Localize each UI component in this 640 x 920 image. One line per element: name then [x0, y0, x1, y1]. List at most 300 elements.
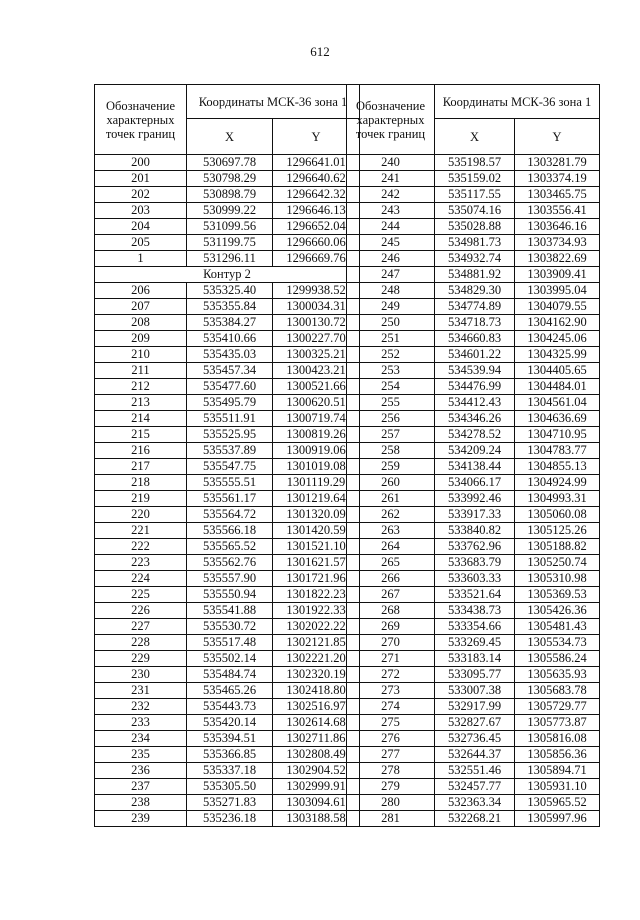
- x-coordinate: 534932.74: [435, 251, 515, 267]
- point-number: 274: [347, 699, 435, 715]
- point-number: 205: [95, 235, 187, 251]
- point-number: 271: [347, 651, 435, 667]
- x-coordinate: 535550.94: [187, 587, 273, 603]
- y-header: Y: [273, 119, 360, 155]
- x-coordinate: 535511.91: [187, 411, 273, 427]
- table-row: [95, 155, 360, 171]
- table-row: [95, 395, 360, 411]
- point-number: 263: [347, 523, 435, 539]
- table-row: [347, 539, 600, 555]
- y-coordinate: 1304924.99: [515, 475, 600, 491]
- x-coordinate: 535555.51: [187, 475, 273, 491]
- table-row: [347, 283, 600, 299]
- point-number: 213: [95, 395, 187, 411]
- x-coordinate: 532644.37: [435, 747, 515, 763]
- point-number: 248: [347, 283, 435, 299]
- x-coordinate: 535074.16: [435, 203, 515, 219]
- table-row: [347, 155, 600, 171]
- point-number: 267: [347, 587, 435, 603]
- y-coordinate: 1304636.69: [515, 411, 600, 427]
- y-coordinate: 1305586.24: [515, 651, 600, 667]
- x-coordinate: 535541.88: [187, 603, 273, 619]
- point-number: 228: [95, 635, 187, 651]
- y-coordinate: 1301521.10: [273, 539, 360, 555]
- point-number: 204: [95, 219, 187, 235]
- y-coordinate: 1296642.32: [273, 187, 360, 203]
- x-coordinate: 533521.64: [435, 587, 515, 603]
- contour-label: Контур 2: [95, 267, 360, 283]
- y-coordinate: 1305773.87: [515, 715, 600, 731]
- table-row: [347, 427, 600, 443]
- point-number: 254: [347, 379, 435, 395]
- point-number: 202: [95, 187, 187, 203]
- x-coordinate: 533438.73: [435, 603, 515, 619]
- x-coordinate: 534066.17: [435, 475, 515, 491]
- table-row: [347, 251, 600, 267]
- point-number: 225: [95, 587, 187, 603]
- x-coordinate: 534412.43: [435, 395, 515, 411]
- x-coordinate: 535547.75: [187, 459, 273, 475]
- y-coordinate: 1303281.79: [515, 155, 600, 171]
- point-number: 247: [347, 267, 435, 283]
- point-number: 262: [347, 507, 435, 523]
- table-row: [95, 331, 360, 347]
- y-coordinate: 1296641.01: [273, 155, 360, 171]
- y-coordinate: 1303909.41: [515, 267, 600, 283]
- table-row: [347, 235, 600, 251]
- y-coordinate: 1301119.29: [273, 475, 360, 491]
- x-coordinate: 533269.45: [435, 635, 515, 651]
- point-number: 265: [347, 555, 435, 571]
- y-coordinate: 1303995.04: [515, 283, 600, 299]
- table-row: [95, 443, 360, 459]
- point-number: 253: [347, 363, 435, 379]
- table-row: [95, 587, 360, 603]
- table-row: [347, 811, 600, 827]
- x-coordinate: 534981.73: [435, 235, 515, 251]
- y-coordinate: 1304561.04: [515, 395, 600, 411]
- point-number: 249: [347, 299, 435, 315]
- x-coordinate: 534774.89: [435, 299, 515, 315]
- x-coordinate: 534881.92: [435, 267, 515, 283]
- table-row: [95, 763, 360, 779]
- y-coordinate: 1300034.31: [273, 299, 360, 315]
- y-coordinate: 1301922.33: [273, 603, 360, 619]
- point-number: 238: [95, 795, 187, 811]
- y-coordinate: 1301019.08: [273, 459, 360, 475]
- y-coordinate: 1300719.74: [273, 411, 360, 427]
- point-number: 218: [95, 475, 187, 491]
- table-body-right: [347, 155, 600, 827]
- table-row: [347, 411, 600, 427]
- y-coordinate: 1296652.04: [273, 219, 360, 235]
- point-number: 215: [95, 427, 187, 443]
- y-coordinate: 1296646.13: [273, 203, 360, 219]
- point-number: 236: [95, 763, 187, 779]
- table-row: [347, 715, 600, 731]
- x-coordinate: 534346.26: [435, 411, 515, 427]
- x-coordinate: 533095.77: [435, 667, 515, 683]
- y-coordinate: 1305369.53: [515, 587, 600, 603]
- table-row: [95, 235, 360, 251]
- y-coordinate: 1302614.68: [273, 715, 360, 731]
- x-coordinate: 535517.48: [187, 635, 273, 651]
- y-coordinate: 1301219.64: [273, 491, 360, 507]
- point-number: 250: [347, 315, 435, 331]
- y-coordinate: 1296669.76: [273, 251, 360, 267]
- point-number: 251: [347, 331, 435, 347]
- point-number: 258: [347, 443, 435, 459]
- x-coordinate: 532457.77: [435, 779, 515, 795]
- table-row: [95, 651, 360, 667]
- table-row: [95, 459, 360, 475]
- point-number: 277: [347, 747, 435, 763]
- y-coordinate: 1301320.09: [273, 507, 360, 523]
- table-row: [95, 795, 360, 811]
- x-coordinate: 535566.18: [187, 523, 273, 539]
- y-coordinate: 1302904.52: [273, 763, 360, 779]
- coordinates-table-left: [94, 84, 360, 827]
- point-number: 237: [95, 779, 187, 795]
- y-coordinate: 1302711.86: [273, 731, 360, 747]
- table-row: [347, 507, 600, 523]
- x-coordinate: 532917.99: [435, 699, 515, 715]
- table-row: [95, 619, 360, 635]
- point-number: 270: [347, 635, 435, 651]
- point-number: 245: [347, 235, 435, 251]
- y-coordinate: 1304484.01: [515, 379, 600, 395]
- x-coordinate: 535366.85: [187, 747, 273, 763]
- x-coordinate: 532551.46: [435, 763, 515, 779]
- x-coordinate: 535198.57: [435, 155, 515, 171]
- x-coordinate: 535562.76: [187, 555, 273, 571]
- table-row: [95, 715, 360, 731]
- y-coordinate: 1300819.26: [273, 427, 360, 443]
- point-number: 260: [347, 475, 435, 491]
- y-coordinate: 1302022.22: [273, 619, 360, 635]
- table-row: [95, 555, 360, 571]
- point-number: 273: [347, 683, 435, 699]
- point-number: 233: [95, 715, 187, 731]
- point-number: 231: [95, 683, 187, 699]
- y-coordinate: 1302516.97: [273, 699, 360, 715]
- point-number: 234: [95, 731, 187, 747]
- coordinates-table-right: [346, 84, 600, 827]
- table-row: [347, 587, 600, 603]
- x-coordinate: 534209.24: [435, 443, 515, 459]
- y-coordinate: 1304855.13: [515, 459, 600, 475]
- table-row: [95, 299, 360, 315]
- table-row: [347, 267, 600, 283]
- x-coordinate: 535325.40: [187, 283, 273, 299]
- y-coordinate: 1305729.77: [515, 699, 600, 715]
- x-coordinate: 530999.22: [187, 203, 273, 219]
- x-coordinate: 533183.14: [435, 651, 515, 667]
- x-coordinate: 535443.73: [187, 699, 273, 715]
- point-number: 221: [95, 523, 187, 539]
- y-coordinate: 1296640.62: [273, 171, 360, 187]
- y-coordinate: 1300227.70: [273, 331, 360, 347]
- point-number: 257: [347, 427, 435, 443]
- x-coordinate: 535420.14: [187, 715, 273, 731]
- x-coordinate: 535561.17: [187, 491, 273, 507]
- table-row: [347, 395, 600, 411]
- point-number: 239: [95, 811, 187, 827]
- x-coordinate: 535435.03: [187, 347, 273, 363]
- x-coordinate: 535564.72: [187, 507, 273, 523]
- point-number: 208: [95, 315, 187, 331]
- table-row: [347, 187, 600, 203]
- x-coordinate: 534476.99: [435, 379, 515, 395]
- x-coordinate: 530898.79: [187, 187, 273, 203]
- table-row: [347, 555, 600, 571]
- contour-row: [95, 267, 360, 283]
- x-coordinate: 535410.66: [187, 331, 273, 347]
- table-row: [95, 699, 360, 715]
- table-row: [95, 171, 360, 187]
- y-coordinate: 1304325.99: [515, 347, 600, 363]
- y-coordinate: 1303188.58: [273, 811, 360, 827]
- table-row: [347, 491, 600, 507]
- x-coordinate: 530798.29: [187, 171, 273, 187]
- point-number: 201: [95, 171, 187, 187]
- y-coordinate: 1304162.90: [515, 315, 600, 331]
- x-coordinate: 534539.94: [435, 363, 515, 379]
- point-number: 216: [95, 443, 187, 459]
- table-row: [347, 651, 600, 667]
- point-number: 210: [95, 347, 187, 363]
- y-coordinate: 1305965.52: [515, 795, 600, 811]
- point-number: 268: [347, 603, 435, 619]
- point-number: 224: [95, 571, 187, 587]
- y-coordinate: 1300325.21: [273, 347, 360, 363]
- point-number: 200: [95, 155, 187, 171]
- y-coordinate: 1300423.21: [273, 363, 360, 379]
- point-number: 1: [95, 251, 187, 267]
- x-header: X: [435, 119, 515, 155]
- y-coordinate: 1302320.19: [273, 667, 360, 683]
- point-number: 244: [347, 219, 435, 235]
- x-coordinate: 535537.89: [187, 443, 273, 459]
- x-coordinate: 532268.21: [435, 811, 515, 827]
- y-coordinate: 1305481.43: [515, 619, 600, 635]
- y-coordinate: 1303646.16: [515, 219, 600, 235]
- x-coordinate: 535355.84: [187, 299, 273, 315]
- y-coordinate: 1301621.57: [273, 555, 360, 571]
- designation-header: Обозначение характерных точек границ: [347, 85, 435, 155]
- x-coordinate: 535565.52: [187, 539, 273, 555]
- table-row: [347, 779, 600, 795]
- table-row: [347, 443, 600, 459]
- table-row: [95, 667, 360, 683]
- table-row: [347, 619, 600, 635]
- table-row: [95, 251, 360, 267]
- table-row: [95, 683, 360, 699]
- y-coordinate: 1303465.75: [515, 187, 600, 203]
- x-coordinate: 533992.46: [435, 491, 515, 507]
- point-number: 243: [347, 203, 435, 219]
- y-coordinate: 1303556.41: [515, 203, 600, 219]
- y-coordinate: 1302999.91: [273, 779, 360, 795]
- point-number: 266: [347, 571, 435, 587]
- table-row: [95, 603, 360, 619]
- point-number: 278: [347, 763, 435, 779]
- coordinates-header: Координаты МСК-36 зона 1: [435, 85, 600, 119]
- table-row: [347, 683, 600, 699]
- x-coordinate: 533603.33: [435, 571, 515, 587]
- y-coordinate: 1304783.77: [515, 443, 600, 459]
- table-row: [347, 747, 600, 763]
- y-coordinate: 1300130.72: [273, 315, 360, 331]
- table-row: [95, 363, 360, 379]
- point-number: 269: [347, 619, 435, 635]
- y-coordinate: 1304993.31: [515, 491, 600, 507]
- x-coordinate: 533762.96: [435, 539, 515, 555]
- point-number: 275: [347, 715, 435, 731]
- y-coordinate: 1301822.23: [273, 587, 360, 603]
- y-coordinate: 1305125.26: [515, 523, 600, 539]
- y-coordinate: 1302808.49: [273, 747, 360, 763]
- x-coordinate: 535305.50: [187, 779, 273, 795]
- x-coordinate: 535465.26: [187, 683, 273, 699]
- table-row: [95, 779, 360, 795]
- x-coordinate: 535159.02: [435, 171, 515, 187]
- y-coordinate: 1305060.08: [515, 507, 600, 523]
- point-number: 230: [95, 667, 187, 683]
- y-coordinate: 1304245.06: [515, 331, 600, 347]
- point-number: 256: [347, 411, 435, 427]
- table-row: [95, 507, 360, 523]
- point-number: 252: [347, 347, 435, 363]
- table-row: [347, 459, 600, 475]
- y-coordinate: 1299938.52: [273, 283, 360, 299]
- y-coordinate: 1300620.51: [273, 395, 360, 411]
- table-row: [347, 667, 600, 683]
- table-body-left: [95, 155, 360, 827]
- table-row: [95, 539, 360, 555]
- designation-header: Обозначение характерных точек границ: [95, 85, 187, 155]
- y-coordinate: 1300521.66: [273, 379, 360, 395]
- table-row: [347, 347, 600, 363]
- table-row: [347, 171, 600, 187]
- table-row: [95, 491, 360, 507]
- point-number: 211: [95, 363, 187, 379]
- x-coordinate: 535477.60: [187, 379, 273, 395]
- x-coordinate: 535337.18: [187, 763, 273, 779]
- point-number: 280: [347, 795, 435, 811]
- point-number: 272: [347, 667, 435, 683]
- table-row: [347, 523, 600, 539]
- table-row: [347, 315, 600, 331]
- point-number: 241: [347, 171, 435, 187]
- point-number: 223: [95, 555, 187, 571]
- y-coordinate: 1302121.85: [273, 635, 360, 651]
- x-coordinate: 535530.72: [187, 619, 273, 635]
- table-row: [347, 571, 600, 587]
- y-coordinate: 1305310.98: [515, 571, 600, 587]
- table-row: [95, 283, 360, 299]
- point-number: 232: [95, 699, 187, 715]
- point-number: 281: [347, 811, 435, 827]
- y-coordinate: 1305188.82: [515, 539, 600, 555]
- table-row: [95, 747, 360, 763]
- x-coordinate: 535394.51: [187, 731, 273, 747]
- table-row: [347, 795, 600, 811]
- table-row: [347, 699, 600, 715]
- y-coordinate: 1301420.59: [273, 523, 360, 539]
- table-row: [347, 363, 600, 379]
- y-coordinate: 1305856.36: [515, 747, 600, 763]
- table-row: [95, 315, 360, 331]
- x-coordinate: 534829.30: [435, 283, 515, 299]
- y-coordinate: 1304405.65: [515, 363, 600, 379]
- point-number: 255: [347, 395, 435, 411]
- coordinates-header: Координаты МСК-36 зона 1: [187, 85, 360, 119]
- y-coordinate: 1304079.55: [515, 299, 600, 315]
- point-number: 242: [347, 187, 435, 203]
- table-row: [95, 411, 360, 427]
- x-coordinate: 533683.79: [435, 555, 515, 571]
- table-row: [95, 379, 360, 395]
- y-coordinate: 1304710.95: [515, 427, 600, 443]
- table-row: [95, 811, 360, 827]
- point-number: 235: [95, 747, 187, 763]
- point-number: 212: [95, 379, 187, 395]
- x-coordinate: 531199.75: [187, 235, 273, 251]
- x-coordinate: 535028.88: [435, 219, 515, 235]
- y-coordinate: 1305931.10: [515, 779, 600, 795]
- table-row: [347, 603, 600, 619]
- y-coordinate: 1302418.80: [273, 683, 360, 699]
- point-number: 226: [95, 603, 187, 619]
- point-number: 203: [95, 203, 187, 219]
- x-coordinate: 534660.83: [435, 331, 515, 347]
- x-coordinate: 534138.44: [435, 459, 515, 475]
- table-row: [95, 571, 360, 587]
- y-coordinate: 1301721.96: [273, 571, 360, 587]
- y-header: Y: [515, 119, 600, 155]
- point-number: 240: [347, 155, 435, 171]
- y-coordinate: 1305816.08: [515, 731, 600, 747]
- y-coordinate: 1296660.06: [273, 235, 360, 251]
- y-coordinate: 1300919.06: [273, 443, 360, 459]
- table-row: [95, 523, 360, 539]
- table-row: [95, 347, 360, 363]
- x-coordinate: 535495.79: [187, 395, 273, 411]
- x-coordinate: 530697.78: [187, 155, 273, 171]
- point-number: 276: [347, 731, 435, 747]
- table-row: [347, 731, 600, 747]
- point-number: 207: [95, 299, 187, 315]
- x-coordinate: 533007.38: [435, 683, 515, 699]
- x-coordinate: 533917.33: [435, 507, 515, 523]
- x-coordinate: 535502.14: [187, 651, 273, 667]
- table-row: [95, 427, 360, 443]
- y-coordinate: 1305894.71: [515, 763, 600, 779]
- x-coordinate: 535384.27: [187, 315, 273, 331]
- table-row: [347, 475, 600, 491]
- point-number: 259: [347, 459, 435, 475]
- x-coordinate: 535117.55: [435, 187, 515, 203]
- point-number: 219: [95, 491, 187, 507]
- point-number: 209: [95, 331, 187, 347]
- x-coordinate: 532827.67: [435, 715, 515, 731]
- y-coordinate: 1305683.78: [515, 683, 600, 699]
- x-coordinate: 531296.11: [187, 251, 273, 267]
- table-row: [95, 187, 360, 203]
- x-coordinate: 535236.18: [187, 811, 273, 827]
- x-coordinate: 533354.66: [435, 619, 515, 635]
